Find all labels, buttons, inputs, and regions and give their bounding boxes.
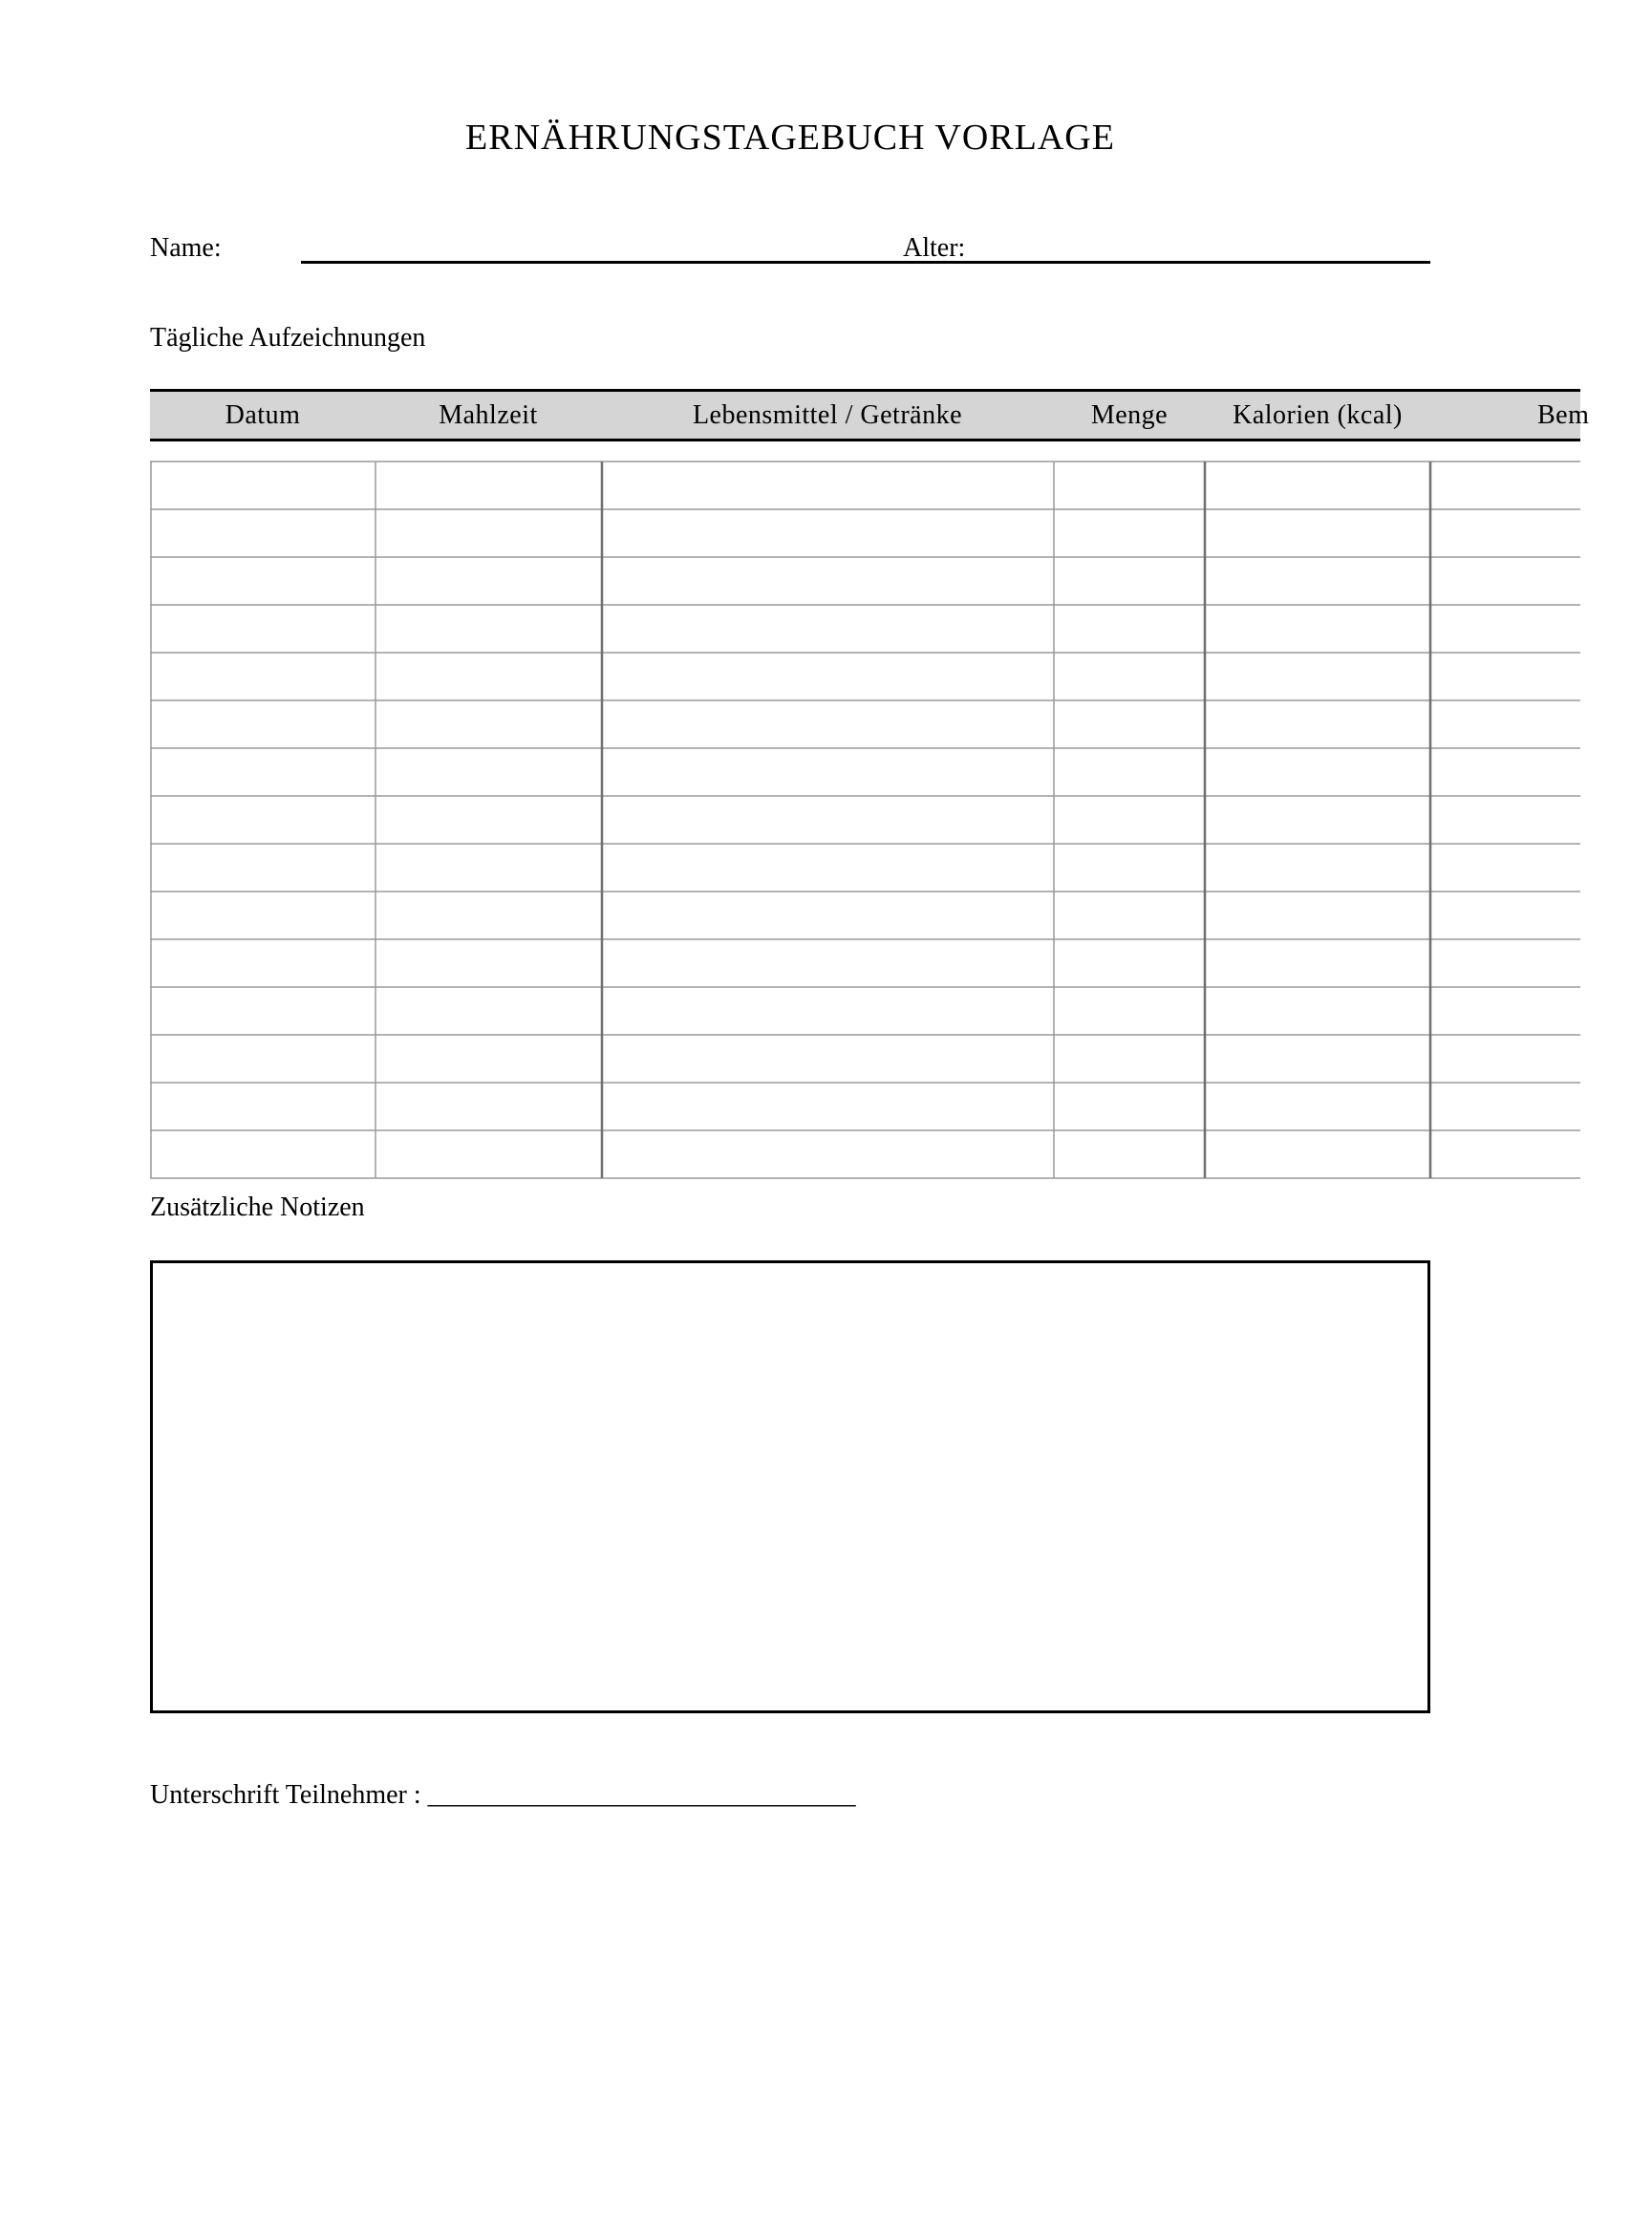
column-header-bemerkungen: Bem <box>1537 400 1590 430</box>
column-header-kalorien: Kalorien (kcal) <box>1233 400 1403 430</box>
notes-heading: Zusätzliche Notizen <box>150 1193 365 1222</box>
records-table-grid[interactable] <box>150 461 1580 1179</box>
column-header-menge: Menge <box>1090 400 1169 430</box>
column-header-lebensmittel: Lebensmittel / Getränke <box>692 400 963 430</box>
notes-textarea[interactable] <box>150 1260 1430 1713</box>
daily-records-heading: Tägliche Aufzeichnungen <box>150 323 426 353</box>
table-header <box>150 389 1590 441</box>
name-label: Name: <box>150 233 222 263</box>
column-header-mahlzeit: Mahlzeit <box>439 400 538 430</box>
column-header-datum: Datum <box>225 400 301 430</box>
alter-label: Alter: <box>903 233 966 263</box>
page-title: ERNÄHRUNGSTAGEBUCH VORLAGE <box>465 118 1115 158</box>
signature-line: Unterschrift Teilnehmer : ________________________________ <box>150 1780 856 1810</box>
name-alter-input-line[interactable] <box>301 261 1430 264</box>
